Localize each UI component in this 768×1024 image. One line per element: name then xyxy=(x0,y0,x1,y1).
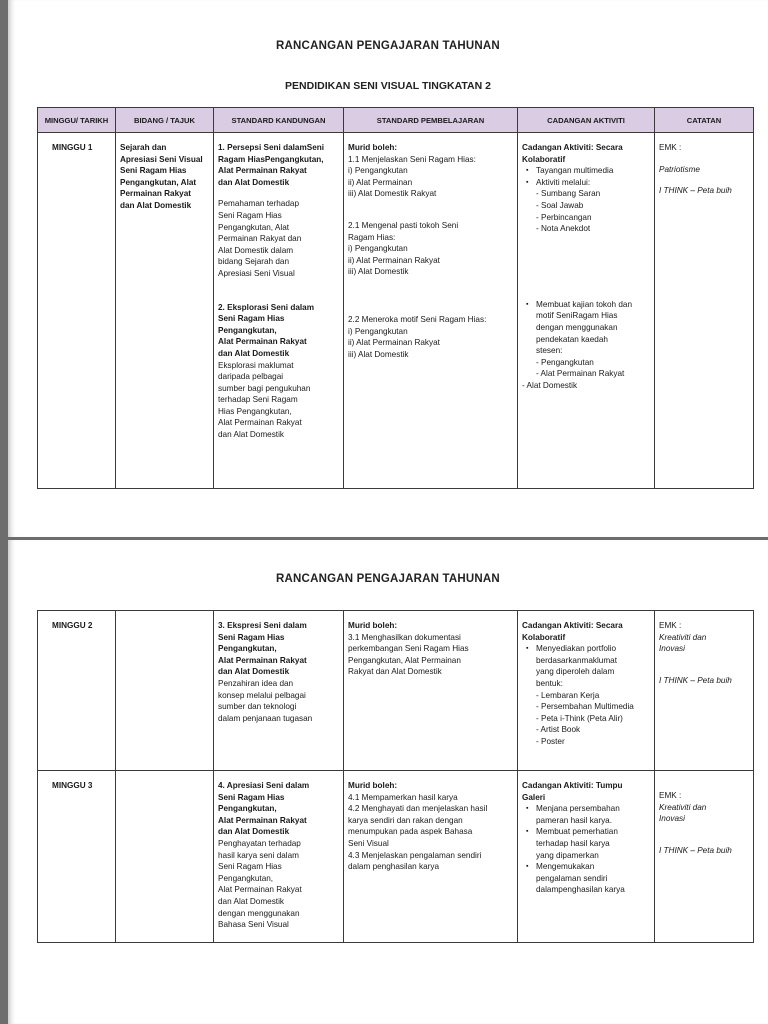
document-page-2 xyxy=(8,540,768,1024)
text-line: yang dipamerkan xyxy=(536,850,599,860)
text-line: pendekatan kaedah xyxy=(536,334,608,344)
sk1-title xyxy=(218,142,339,188)
text-line: - Persembahan Multimedia xyxy=(536,702,634,712)
text-line: ▪ Membuat pemerhatian xyxy=(536,827,618,837)
emk-value: Inovasi xyxy=(659,644,685,654)
cadangan-aktiviti-cell xyxy=(518,771,655,943)
sp-heading: Murid boleh: xyxy=(348,143,398,152)
text-line: dan Alat Domestik xyxy=(218,348,290,358)
text-line: bentuk: xyxy=(536,678,563,688)
text-line: Alat Domestik dalam xyxy=(218,245,294,255)
sk1-body xyxy=(218,198,339,279)
text-line: Pemahaman terhadap xyxy=(218,199,300,209)
ithink-note: I THINK – Peta buih xyxy=(659,186,732,196)
text-line: - Alat Permainan Rakyat xyxy=(536,369,625,379)
emk-value: Patriotisme xyxy=(659,164,700,174)
text-line: Pengangkutan, xyxy=(218,804,277,814)
text-line: Cadangan Aktiviti: Tumpu xyxy=(522,781,623,790)
text-line: Pengangkutan, Alat xyxy=(218,222,290,232)
text-line: iii) Alat Domestik xyxy=(348,267,409,277)
text-line: Kolaboratif xyxy=(522,632,566,642)
text-line: Galeri xyxy=(522,792,546,802)
text-line: dan Alat Domestik xyxy=(218,667,290,677)
activity-list-2 xyxy=(522,299,650,380)
text-line: Pengangkutan, Alat Permainan xyxy=(348,655,461,665)
document-page-1 xyxy=(8,0,768,537)
text-line: - Pengangkutan xyxy=(536,357,594,367)
text-line: dalampenghasilan karya xyxy=(536,885,625,895)
bidang-cell xyxy=(116,771,214,943)
cadangan-aktiviti-cell xyxy=(518,133,655,489)
table-row xyxy=(38,611,754,771)
text-line: Seni Ragam Hias xyxy=(218,210,282,220)
sk2-body xyxy=(218,360,339,441)
text-line: 4.3 Menjelaskan pengalaman sendiri xyxy=(348,850,482,860)
text-line: 2. Eksplorasi Seni dalam xyxy=(218,302,315,312)
bidang-line: Permainan Rakyat xyxy=(120,189,191,199)
list-item xyxy=(536,826,650,861)
page-subtitle: PENDIDIKAN SENI VISUAL TINGKATAN 2 xyxy=(285,80,491,92)
header-catatan: CATATAN xyxy=(655,108,754,133)
text-line: iii) Alat Domestik xyxy=(348,349,409,359)
text-line: terhadap hasil karya xyxy=(536,838,610,848)
ithink-note: I THINK – Peta buih xyxy=(659,675,732,685)
text-line: ii) Alat Permainan Rakyat xyxy=(348,338,440,348)
activity-title xyxy=(522,780,650,803)
text-line: Rakyat dan Alat Domestik xyxy=(348,667,442,677)
text-line: 4.1 Mempamerkan hasil karya xyxy=(348,792,458,802)
text-line: hasil karya seni dalam xyxy=(218,850,300,860)
text-line: dan Alat Domestik xyxy=(218,896,284,906)
lesson-plan-table-2 xyxy=(37,610,754,943)
text-line: perkembangan Seni Ragam Hias xyxy=(348,644,469,654)
bidang-line: dan Alat Domestik xyxy=(120,200,192,210)
text-line: Kolaboratif xyxy=(522,154,566,164)
text-line: Penghayatan terhadap xyxy=(218,838,301,848)
text-line: Seni Ragam Hias xyxy=(218,632,285,642)
bidang-line: Sejarah dan xyxy=(120,143,167,152)
header-minggu: MINGGU/ TARIKH xyxy=(38,108,116,133)
text-line: dan Alat Domestik xyxy=(218,430,284,440)
emk-value: Inovasi xyxy=(659,814,685,824)
text-line: daripada pelbagai xyxy=(218,372,284,382)
list-item: ▪ Tayangan multimedia xyxy=(536,165,650,177)
text-line: - Peta i-Think (Peta Alir) xyxy=(536,713,623,723)
text-line: Pengangkutan, xyxy=(218,873,274,883)
text-line: 4.2 Menghayati dan menjelaskan hasil xyxy=(348,804,488,814)
text-line: pameran hasil karya. xyxy=(536,815,612,825)
text-line: iii) Alat Domestik Rakyat xyxy=(348,189,437,199)
text-line: dalam penjanaan tugasan xyxy=(218,713,313,723)
table-row xyxy=(38,771,754,943)
text-line: dan Alat Domestik xyxy=(218,177,290,187)
bidang-line: Pengangkutan, Alat xyxy=(120,177,197,187)
text-line: Alat Permainan Rakyat xyxy=(218,885,302,895)
text-line: motif SeniRagam Hias xyxy=(536,311,618,321)
text-line: yang diperoleh dalam xyxy=(536,667,615,677)
text-line: Ragam HiasPengangkutan, xyxy=(218,154,324,164)
text-line: Alat Permainan Rakyat xyxy=(218,655,307,665)
page-title: RANCANGAN PENGAJARAN TAHUNAN xyxy=(276,573,500,585)
cadangan-aktiviti-cell xyxy=(518,611,655,771)
text-line: - Lembaran Kerja xyxy=(536,690,600,700)
text-line: Pengangkutan, xyxy=(218,644,277,654)
catatan-cell xyxy=(655,611,754,771)
text-line: i) Pengangkutan xyxy=(348,166,408,176)
catatan-cell xyxy=(655,133,754,489)
table-header-row xyxy=(38,108,754,133)
text-line: pengalaman sendiri xyxy=(536,873,608,883)
text-line: - Sumbang Saran xyxy=(536,189,601,199)
text-line: karya sendiri dan rakan dengan xyxy=(348,815,463,825)
text-line: dengan menggunakan xyxy=(218,908,300,918)
text-line: Hias Pengangkutan, xyxy=(218,406,292,416)
text-line: Ragam Hias: xyxy=(348,232,396,242)
text-line: Seni Ragam Hias xyxy=(218,862,282,872)
text-line: sumber dan teknologi xyxy=(218,702,297,712)
text-line: 4. Apresiasi Seni dalam xyxy=(218,781,310,790)
ithink-note: I THINK – Peta buih xyxy=(659,845,732,855)
text-line: Bahasa Seni Visual xyxy=(218,920,289,930)
text-line: Alat Permainan Rakyat xyxy=(218,166,307,176)
sp-heading: Murid boleh: xyxy=(348,621,398,630)
list-item xyxy=(536,643,650,747)
emk-label: EMK : xyxy=(659,143,682,152)
text-line: sumber bagi pengukuhan xyxy=(218,383,311,393)
text-line: dengan menggunakan xyxy=(536,322,618,332)
emk-label: EMK : xyxy=(659,621,682,630)
text-line: bidang Sejarah dan xyxy=(218,257,290,267)
text-line: dalam penghasilan karya xyxy=(348,862,440,872)
text-line: dan Alat Domestik xyxy=(218,827,290,837)
activity-list xyxy=(522,643,650,747)
text-line: menumpukan pada aspek Bahasa xyxy=(348,827,473,837)
catatan-cell xyxy=(655,771,754,943)
text-line: Seni Ragam Hias xyxy=(218,314,285,324)
week-cell: MINGGU 1 xyxy=(38,133,116,489)
table-row xyxy=(38,133,754,489)
text-line: Permainan Rakyat dan xyxy=(218,234,302,244)
text-line: ▪ Menyediakan portfolio xyxy=(536,644,617,654)
list-item xyxy=(536,861,650,896)
text-line: Alat Permainan Rakyat xyxy=(218,815,307,825)
text-line: Alat Permainan Rakyat xyxy=(218,418,302,428)
text-line: - Soal Jawab xyxy=(536,200,584,210)
sk-title xyxy=(218,780,339,838)
standard-kandungan-cell xyxy=(214,133,344,489)
activity-list xyxy=(522,803,650,896)
standard-pembelajaran-cell xyxy=(344,133,518,489)
text-line: 1.1 Menjelaskan Seni Ragam Hias: xyxy=(348,154,476,164)
text-line: ▪ Aktiviti melalui: xyxy=(536,177,591,187)
activity-title xyxy=(522,620,650,643)
text-line: ii) Alat Permainan Rakyat xyxy=(348,255,440,265)
text-line: 3. Ekspresi Seni dalam xyxy=(218,621,307,630)
list-item xyxy=(536,803,650,826)
list-item xyxy=(536,299,650,380)
text-line: Pengangkutan, xyxy=(218,325,277,335)
text-line: ▪ Mengemukakan xyxy=(536,862,595,872)
sk-title xyxy=(218,620,339,678)
text-line: 2.1 Mengenal pasti tokoh Seni xyxy=(348,220,459,230)
header-standard-pembelajaran: STANDARD PEMBELAJARAN xyxy=(344,108,518,133)
text-line: Cadangan Aktiviti: Secara xyxy=(522,143,623,152)
text-line: Seni Ragam Hias xyxy=(218,792,285,802)
text-line: ▪ Membuat kajian tokoh dan xyxy=(536,299,633,309)
text-line: ▪ Menjana persembahan xyxy=(536,804,620,814)
text-line: stesen: xyxy=(536,346,563,356)
text-line: ii) Alat Permainan xyxy=(348,177,413,187)
emk-value: Kreativiti dan xyxy=(659,632,707,642)
standard-pembelajaran-cell xyxy=(344,771,518,943)
text-line: Alat Permainan Rakyat xyxy=(218,337,307,347)
text-line: konsep melalui pelbagai xyxy=(218,690,306,700)
text-line: Eksplorasi maklumat xyxy=(218,360,294,370)
text-line: Penzahiran idea dan xyxy=(218,678,294,688)
emk-label: EMK : xyxy=(659,791,682,800)
text-line: - Alat Domestik xyxy=(522,380,578,390)
text-line: - Poster xyxy=(536,736,565,746)
bidang-cell xyxy=(116,611,214,771)
header-standard-kandungan: STANDARD KANDUNGAN xyxy=(214,108,344,133)
bidang-line: Seni Ragam Hias xyxy=(120,166,187,176)
text-line: i) Pengangkutan xyxy=(348,244,408,254)
week-cell: MINGGU 3 xyxy=(38,771,116,943)
text-line: Apresiasi Seni Visual xyxy=(218,268,295,278)
text-line: berdasarkanmaklumat xyxy=(536,655,618,665)
week-cell: MINGGU 2 xyxy=(38,611,116,771)
activity-title xyxy=(522,142,650,165)
page-title: RANCANGAN PENGAJARAN TAHUNAN xyxy=(276,40,500,52)
sp-heading: Murid boleh: xyxy=(348,781,398,790)
text-line: - Nota Anekdot xyxy=(536,224,591,234)
sk2-title xyxy=(218,302,339,360)
standard-pembelajaran-cell xyxy=(344,611,518,771)
text-line: Cadangan Aktiviti: Secara xyxy=(522,621,623,630)
text-line: i) Pengangkutan xyxy=(348,326,408,336)
bidang-line: Apresiasi Seni Visual xyxy=(120,154,203,164)
emk-value: Kreativiti dan xyxy=(659,802,707,812)
standard-kandungan-cell xyxy=(214,611,344,771)
header-cadangan-aktiviti: CADANGAN AKTIVITI xyxy=(518,108,655,133)
activity-list xyxy=(522,165,650,235)
bidang-cell xyxy=(116,133,214,489)
text-line: Seni Visual xyxy=(348,838,389,848)
text-line: - Artist Book xyxy=(536,725,581,735)
text-line: terhadap Seni Ragam xyxy=(218,395,298,405)
header-bidang: BIDANG / TAJUK xyxy=(116,108,214,133)
standard-kandungan-cell xyxy=(214,771,344,943)
text-line: 2.2 Meneroka motif Seni Ragam Hias: xyxy=(348,314,487,324)
lesson-plan-table-1 xyxy=(37,107,754,489)
text-line: - Perbincangan xyxy=(536,212,592,222)
list-item xyxy=(536,177,650,235)
text-line: 3.1 Menghasilkan dokumentasi xyxy=(348,632,461,642)
text-line: 1. Persepsi Seni dalamSeni xyxy=(218,143,325,152)
